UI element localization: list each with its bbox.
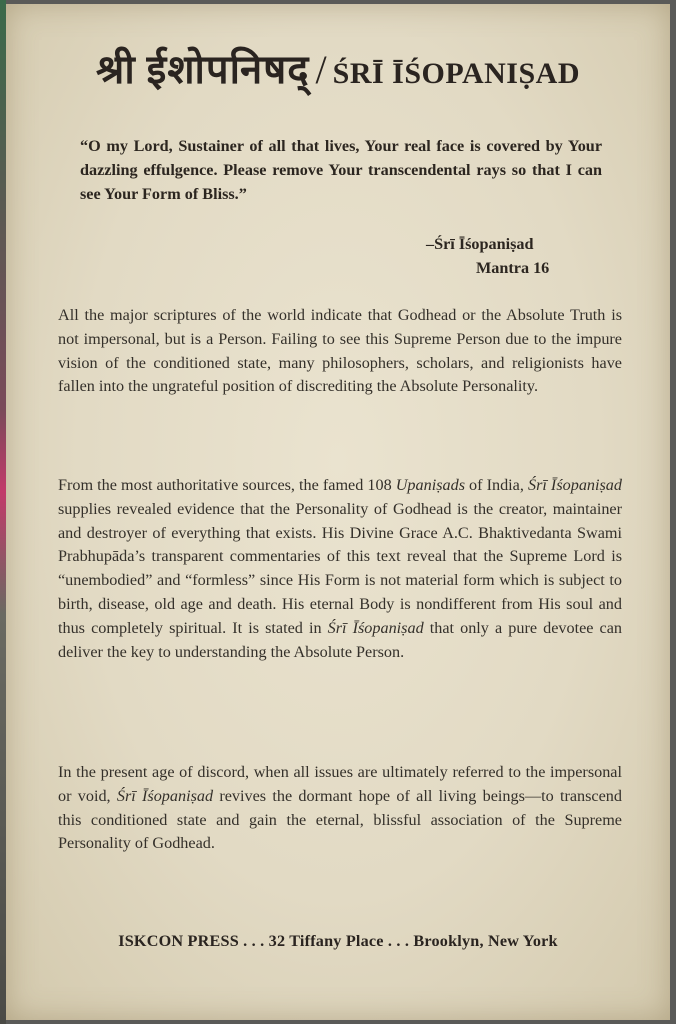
- p3-text-2: revives the dormant hope of all living beings—to transcend this conditioned state and gain the eternal, blissful association of the Supreme Personality of Godhead.: [58, 786, 622, 853]
- p2-text-2: of India,: [465, 476, 528, 494]
- title-separator: /: [315, 47, 327, 92]
- title-english: ŚRĪ ĪŚOPANIṢAD: [332, 57, 580, 90]
- p2-italic-isopanisad: Śrī Īśopaniṣad: [527, 476, 622, 494]
- attribution-source: –Śrī Īśopaniṣad: [426, 235, 534, 253]
- p2-text-3: supplies revealed evidence that the Personality of Godhead is the creator, maintainer and destroyer of everything that exists. His Divine Grace A.C. Bhaktivedanta Swami Prabhupāda’s transparent commentaries of this text reveal that the Supreme Lord is “unembodied” and “formless” since His Form is not material form which is subject to birth, disease, old age and death. His eternal Body is nondifferent from His soul and thus completely spiritual. It is stated in: [58, 499, 622, 637]
- p2-italic-isopanisad-2: Śrī Īśopaniṣad: [327, 618, 424, 637]
- back-cover: [6, 4, 670, 1020]
- paragraph-1: All the major scriptures of the world indicate that Godhead or the Absolute Truth is not impersonal, but is a Person. Failing to see this Supreme Person due to the impure vision of the conditioned state, many philosophers, scholars, and religionists have fallen into the ungrateful position of discrediting the Absolute Personality.: [58, 306, 622, 396]
- title-sanskrit: श्री ईशोपनिषद्: [96, 47, 310, 92]
- p3-text-1: In the present age of discord, when all issues are ultimately referred to the impersonal or void,: [58, 763, 622, 805]
- verse-quote: “O my Lord, Sustainer of all that lives, Your real face is covered by Your dazzling effulgence. Please remove Your transcendental rays so that I can see Your Form of Bliss.”: [80, 137, 602, 203]
- p2-text-1: From the most authoritative sources, the famed 108: [58, 476, 396, 494]
- paragraph-2: [58, 474, 622, 664]
- verse-attribution: [426, 232, 606, 280]
- attribution-mantra: Mantra 16: [476, 259, 550, 277]
- p2-text-4: that only a pure devotee can deliver the key to understanding the Absolute Person.: [58, 618, 622, 661]
- paragraph-3: [58, 761, 622, 856]
- p3-italic-isopanisad: Śrī Īśopaniṣad: [116, 786, 214, 805]
- publisher-footer: ISKCON PRESS . . . 32 Tiffany Place . . . Brooklyn, New York: [118, 932, 558, 950]
- p2-italic-upanisads: Upaniṣads: [395, 476, 465, 494]
- cover-title: [6, 40, 670, 95]
